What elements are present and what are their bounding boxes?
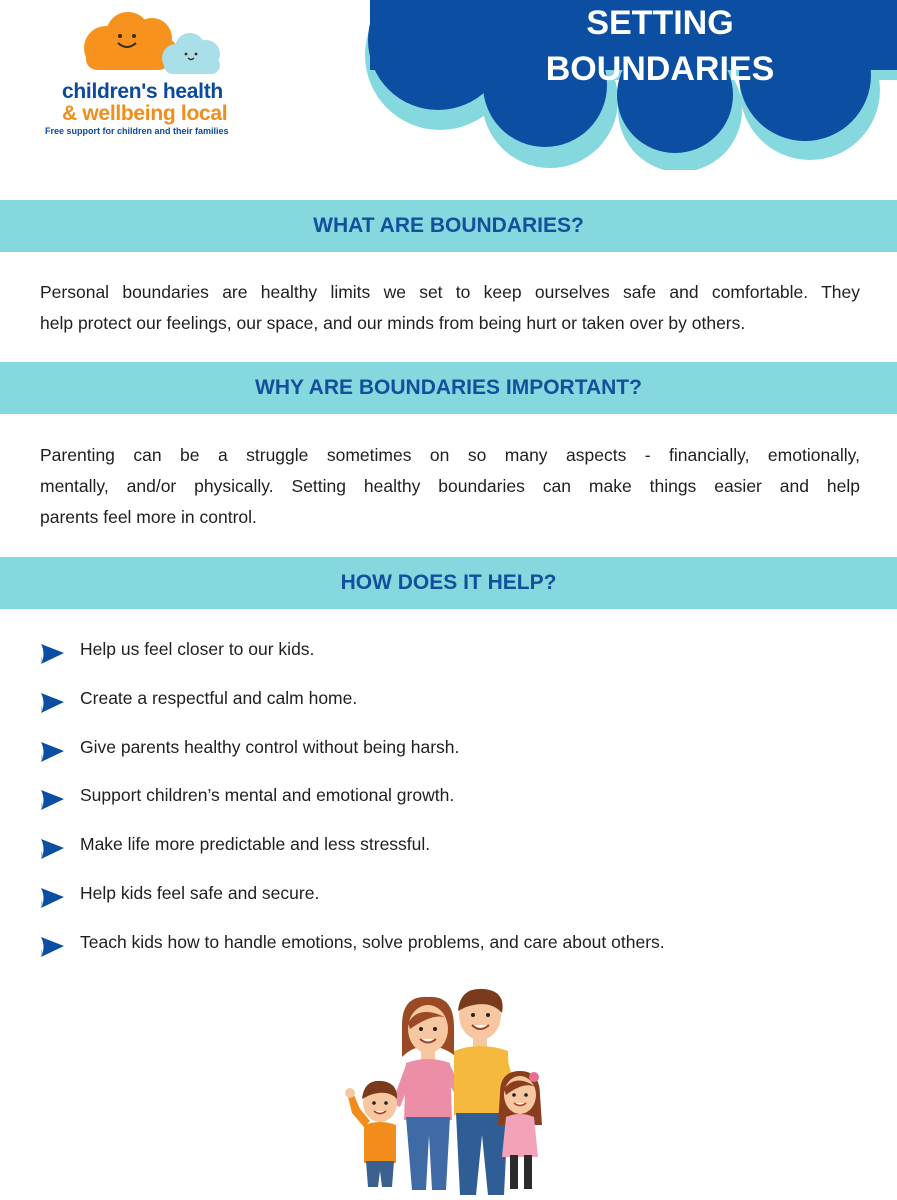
logo-name-line1: children's health: [62, 80, 223, 103]
list-item-text: Teach kids how to handle emotions, solve problems, and care about others.: [80, 931, 665, 952]
brand-logo: [40, 8, 280, 143]
page-title: [450, 0, 870, 92]
list-item: [38, 730, 878, 779]
list-item-text: Make life more predictable and less stressful.: [80, 834, 431, 855]
list-item: [38, 876, 878, 925]
page-title-line2: BOUNDARIES: [545, 50, 775, 88]
list-item-text: Give parents healthy control without being harsh.: [80, 736, 460, 757]
triangle-bullet-icon: [38, 931, 68, 961]
list-item: [38, 632, 878, 681]
text-line: Personal boundaries are healthy limits we set to keep ourselves safe and comfortable. They: [40, 282, 860, 302]
list-item: [38, 925, 878, 974]
section-text-what: [40, 277, 860, 339]
triangle-bullet-icon: [38, 833, 68, 863]
section-heading-why: WHY ARE BOUNDARIES IMPORTANT?: [0, 362, 897, 414]
section-heading-how: HOW DOES IT HELP?: [0, 557, 897, 609]
triangle-bullet-icon: [38, 638, 68, 668]
triangle-bullet-icon: [38, 882, 68, 912]
triangle-bullet-icon: [38, 687, 68, 717]
logo-name-line2: & wellbeing local: [62, 102, 228, 125]
section-text-why: [40, 440, 860, 533]
list-item: [38, 827, 878, 876]
list-item-text: Create a respectful and calm home.: [80, 687, 358, 708]
smiling-clouds-logo-icon: [76, 8, 226, 80]
logo-tagline: Free support for children and their families: [45, 126, 229, 136]
mother-figure: [392, 997, 464, 1190]
benefits-list: [38, 632, 878, 974]
text-line: help protect our feelings, our space, and our minds from being hurt or taken over by others.: [40, 313, 746, 333]
list-item-text: Help kids feel safe and secure.: [80, 882, 320, 903]
list-item: [38, 778, 878, 827]
text-line: Parenting can be a struggle sometimes on so many aspects - financially, emotionally,: [40, 445, 860, 465]
text-line: parents feel more in control.: [40, 507, 257, 527]
list-item-text: Help us feel closer to our kids.: [80, 639, 315, 659]
family-illustration: [340, 985, 560, 1200]
section-heading-what: WHAT ARE BOUNDARIES?: [0, 200, 897, 252]
list-item: [38, 681, 878, 730]
triangle-bullet-icon: [38, 736, 68, 766]
page-title-line1: SETTING: [586, 4, 734, 42]
boy-figure: [345, 1081, 397, 1187]
triangle-bullet-icon: [38, 784, 68, 814]
list-item-text: Support children’s mental and emotional growth.: [80, 785, 455, 806]
text-line: mentally, and/or physically. Setting healthy boundaries can make things easier and help: [40, 476, 860, 496]
